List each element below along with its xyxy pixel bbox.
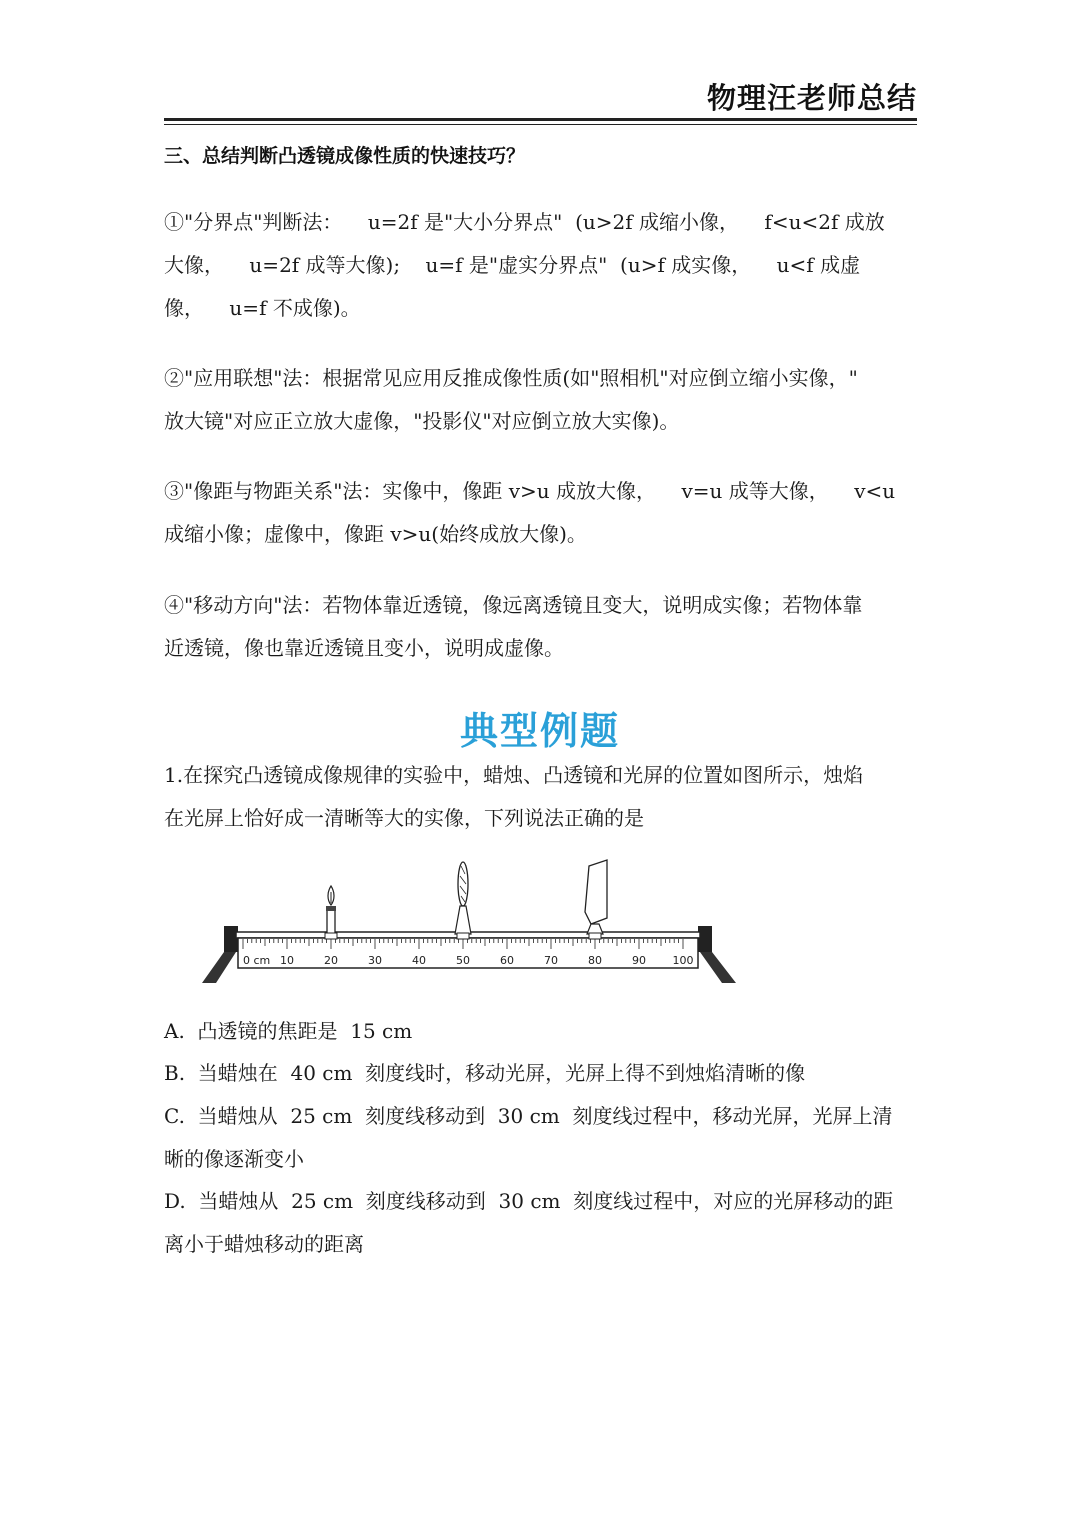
left-stand	[202, 926, 238, 983]
tip-2-line-1: ②"应用联想"法：根据常见应用反推成像性质(如"照相机"对应倒立缩小实像，"	[164, 366, 858, 390]
ruler-label-70: 70	[544, 954, 558, 967]
tip-4-line-1: ④"移动方向"法：若物体靠近透镜，像远离透镜且变大，说明成实像；若物体靠	[164, 593, 863, 617]
tip-4-line-2: 近透镜，像也靠近透镜且变小，说明成虚像。	[164, 636, 564, 660]
option-d	[164, 1180, 917, 1266]
header-rule-thin	[164, 124, 917, 125]
ruler-label-80: 80	[588, 954, 602, 967]
section-title: 三、总结判断凸透镜成像性质的快速技巧？	[164, 145, 526, 167]
tip-1-line-3: 像， u=f 不成像)。	[164, 296, 361, 320]
examples-heading: 典型例题	[459, 709, 620, 753]
ruler-label-30: 30	[368, 954, 382, 967]
ruler-label-40: 40	[412, 954, 426, 967]
convex-lens	[455, 862, 471, 939]
header-rule-thick	[164, 118, 917, 121]
tip-2	[164, 357, 917, 443]
tip-1-line-1: ①"分界点"判断法： u=2f 是"大小分界点" (u>2f 成缩小像， f<u<2f 成放	[164, 210, 885, 234]
ruler-label-50: 50	[456, 954, 470, 967]
ruler-unit-label: 0 cm	[243, 954, 271, 967]
right-stand	[698, 926, 736, 983]
tip-3	[164, 470, 917, 556]
option-d-line-2: 离小于蜡烛移动的距离	[164, 1232, 364, 1256]
option-d-line-1: D. 当蜡烛从 25 cm 刻度线移动到 30 cm 刻度线过程中，对应的光屏移动的距	[164, 1189, 894, 1213]
tip-3-line-2: 成缩小像；虚像中，像距 v>u(始终成放大像)。	[164, 522, 587, 546]
tip-1	[164, 201, 917, 330]
candle	[325, 886, 337, 939]
question-text	[164, 754, 917, 840]
tip-2-line-2: 放大镜"对应正立放大虚像，"投影仪"对应倒立放大实像)。	[164, 409, 680, 433]
header-title: 物理汪老师总结	[706, 81, 917, 115]
tip-1-line-2: 大像， u=2f 成等大像); u=f 是"虚实分界点" (u>f 成实像， u<f 成虚	[164, 253, 861, 277]
option-a	[164, 1010, 917, 1053]
tip-3-line-1: ③"像距与物距关系"法：实像中，像距 v>u 成放大像， v=u 成等大像， v<u	[164, 479, 896, 503]
ruler-label-20: 20	[324, 954, 338, 967]
optical-bench-figure	[196, 848, 761, 1006]
question-line-2: 在光屏上恰好成一清晰等大的实像，下列说法正确的是	[164, 806, 644, 830]
option-c	[164, 1095, 917, 1181]
question-line-1: 1.在探究凸透镜成像规律的实验中，蜡烛、凸透镜和光屏的位置如图所示，烛焰	[164, 763, 864, 787]
option-c-line-1: C. 当蜡烛从 25 cm 刻度线移动到 30 cm 刻度线过程中，移动光屏，光屏上清	[164, 1104, 893, 1128]
tip-4	[164, 584, 917, 670]
option-a-line-1: A. 凸透镜的焦距是 15 cm	[164, 1019, 413, 1043]
option-b	[164, 1052, 917, 1095]
ruler-label-100: 100	[672, 954, 694, 967]
ruler-label-60: 60	[500, 954, 514, 967]
ruler-label-90: 90	[632, 954, 646, 967]
light-screen	[585, 860, 607, 939]
option-c-line-2: 晰的像逐渐变小	[164, 1147, 304, 1171]
option-b-line-1: B. 当蜡烛在 40 cm 刻度线时，移动光屏，光屏上得不到烛焰清晰的像	[164, 1061, 806, 1085]
ruler-label-10: 10	[280, 954, 294, 967]
